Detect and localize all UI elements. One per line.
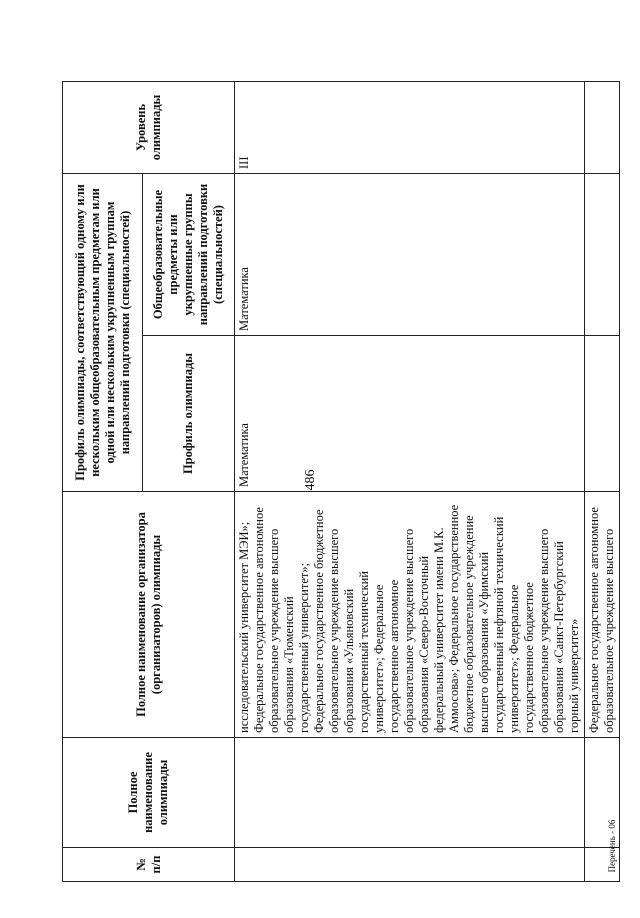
cell-organizers: исследовательский университет МЭИ»; Федеральное государственное автономное образовательное учреждение высшего образования «Тюменский государственный университет»; Федеральное государственное бюджетное образовательное учреждение высшего образования «Ульяновский государственный технический университет»; Федеральное государственное автономное образовательное учреждение высшего образования «Северо-Восточный федеральный университет имени М.К. Аммосова»; Федеральное государственное бюджетное образовательное учреждение высшего образования «Уфимский государственный нефтяной технический университет»; Федеральное государственное бюджетное образовательное учреждение высшего образования «Санкт-Петербургский горный университет»	[235, 492, 585, 738]
footer-label: Перечень - 06	[607, 819, 617, 873]
cell-olympiad-name	[235, 738, 585, 848]
olympiad-table	[62, 81, 620, 882]
page-number: 486	[303, 469, 318, 491]
cell-subjects	[585, 173, 620, 335]
cell-level: III	[235, 81, 585, 173]
cell-profile	[585, 336, 620, 492]
header-level: Уровень олимпиады	[63, 81, 235, 173]
cell-subjects: Математика	[235, 173, 585, 335]
header-subjects: Общеобразовательные предметы или укрупненные группы направлений подготовки (специальностей)	[143, 173, 235, 335]
header-row-1	[63, 81, 143, 881]
cell-num	[235, 848, 585, 882]
cell-organizers: Федеральное государственное автономное образовательное учреждение высшего	[585, 492, 620, 738]
cell-profile: Математика	[235, 336, 585, 492]
table-row	[235, 81, 585, 881]
header-organizers: Полное наименование организатора (организаторов) олимпиады	[63, 492, 235, 738]
header-profile-group: Профиль олимпиады, соответствующий одному или нескольким общеобразовательным предметам или одной или нескольким укрупненным группам направлений подготовки (специальностей)	[63, 173, 143, 491]
cell-level	[585, 81, 620, 173]
table-row	[585, 81, 620, 881]
header-profile: Профиль олимпиады	[143, 336, 235, 492]
header-num: № п/п	[63, 848, 235, 882]
header-olympiad-name: Полное наименование олимпиады	[63, 738, 235, 848]
